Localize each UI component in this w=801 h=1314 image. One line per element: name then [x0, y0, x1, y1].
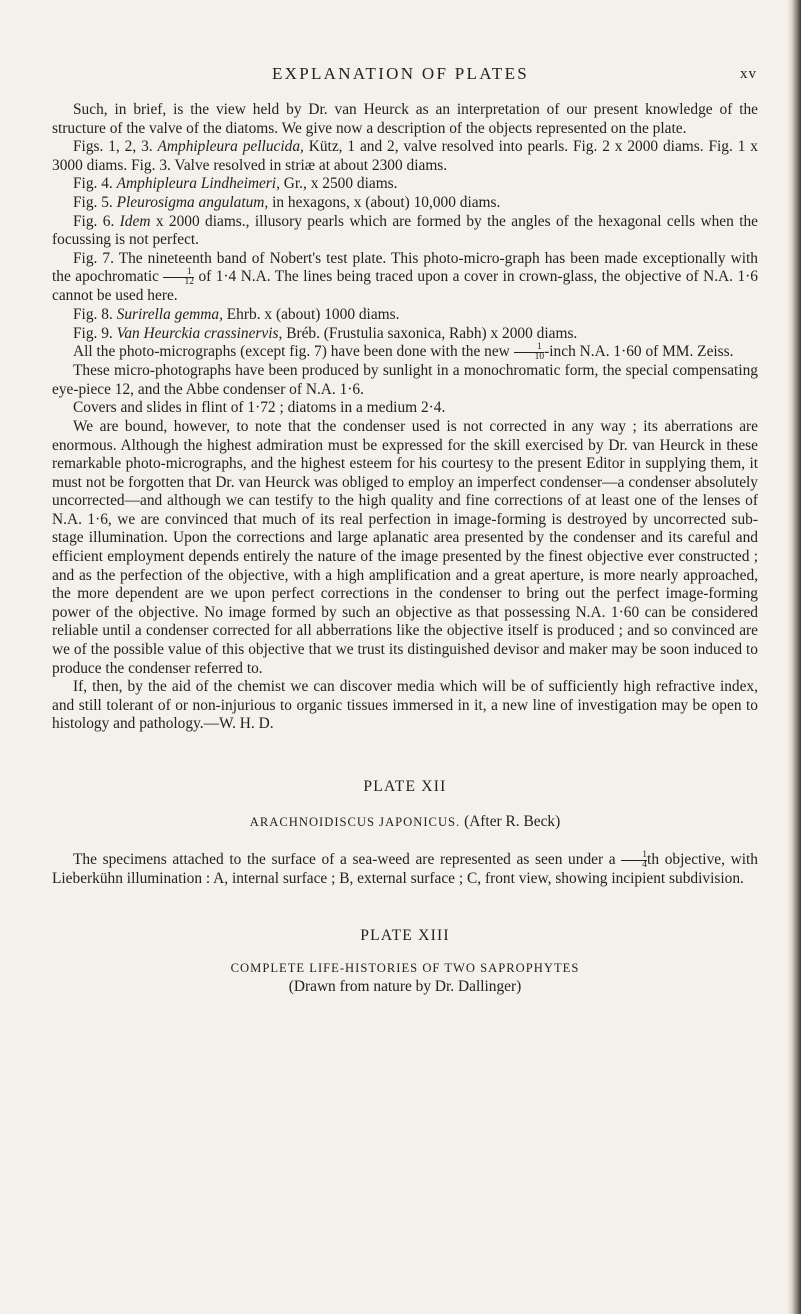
species-name: Amphipleura Lindheimeri,: [116, 175, 280, 193]
paragraph: Such, in brief, is the view held by Dr. van Heurck as an interpretation of our present knowledge of the structure of the valve of the diatoms. We give now a description of the objects represented on the plate.: [52, 101, 758, 137]
paragraph: Fig. 9. Van Heurckia crassinervis, Bréb. (Frustulia saxonica, Rabh) x 2000 diams.: [73, 324, 578, 342]
species-name: Idem: [119, 212, 151, 230]
plate-xiii-subtitle: COMPLETE LIFE-HISTORIES OF TWO SAPROPHYTES: [230, 961, 580, 976]
plate-xii-subtitle: ARACHNOIDISCUS JAPONICUS. (After R. Beck): [249, 812, 561, 830]
paragraph: Fig. 6. Idem x 2000 diams., illusory pearls which are formed by the angles of the hexagonal cells when the focussing is not perfect.: [52, 212, 758, 249]
species-name: Surirella gemma,: [116, 305, 223, 323]
paragraph: All the photo-micrographs (except fig. 7) have been done with the new $\frac{1}{10}$ -inch N.A. 1·60 of MM. Zeiss.: [73, 342, 734, 363]
species-name: Pleurosigma angulatum,: [116, 193, 269, 211]
paragraph: These micro-photographs have been produced by sunlight in a monochromatic form, the special compensating eye-piece 12, and the Abbe condenser of N.A. 1·6.: [52, 362, 758, 398]
plate-xii-description: The specimens attached to the surface of a sea-weed are represented as seen under a $\frac{1}{4}$ th objective, with Lieberkühn illumination : A, internal surface ; B, external surface ; C, front view, showing incipient subdivision.: [52, 850, 758, 888]
running-head: EXPLANATION OF PLATES: [271, 64, 530, 83]
fraction: $\frac{1}{4}$: [621, 851, 647, 870]
plate-xiii-credit: (Drawn from nature by Dr. Dallinger): [288, 977, 522, 995]
paragraph: Fig. 4. Amphipleura Lindheimeri, Gr., x 2500 diams.: [73, 175, 398, 193]
page-header: [0, 64, 801, 88]
paragraph: Fig. 5. Pleurosigma angulatum, in hexagons, x (about) 10,000 diams.: [73, 193, 501, 211]
paragraph: Fig. 8. Surirella gemma, Ehrb. x (about) 1000 diams.: [73, 305, 400, 323]
plate-xii-title: PLATE XII: [363, 778, 447, 795]
paragraph: Covers and slides in flint of 1·72 ; diatoms in a medium 2·4.: [73, 399, 446, 417]
fraction: $\frac{1}{10}$: [514, 343, 545, 362]
page-number: xv: [740, 66, 757, 82]
paragraph: We are bound, however, to note that the condenser used is not corrected in any way ; its aberrations are enormous. Although the highest admiration must be expressed for the skill exercised by Dr. van Heurck in these remarkable photo-micrographs, and the highest esteem for his courtesy to the present Editor in supplying them, it must not be forgotten that Dr. van Heurck was obliged to employ an imperfect condenser—a condenser absolutely uncorrected—and although we can testify to the high quality and fine corrections of at least one of the lenses of N.A. 1·6, we are convinced that much of its real perfection in image-forming is destroyed by uncorrected sub-stage illumination. Upon the corrections and large aplanatic area presented by the condenser and its careful and efficient employment depends entirely the nature of the image presented by the finest objective ever constructed ; and as the perfection of the objective, with a high amplification and a great aperture, is more nearly approached, the more dependent are we upon perfect corrections in the condenser to bring out the perfect image-forming power of the objective. No image formed by such an objective as that possessing N.A. 1·60 can be considered reliable until a condenser corrected for all abberrations like the objective itself is produced ; and so convinced are we of the possible value of this objective that we trust its distinguished devisor and maker may be soon induced to produce the condenser referred to.: [52, 417, 758, 677]
fraction: $\frac{1}{12}$: [163, 268, 194, 287]
paragraph: Figs. 1, 2, 3. Amphipleura pellucida, Kütz, 1 and 2, valve resolved into pearls. Fig. 2 x 2000 diams. Fig. 1 x 3000 diams. Fig. 3. Valve resolved in striæ at about 2300 diams.: [52, 138, 758, 174]
species-name: Amphipleura pellucida,: [157, 138, 304, 156]
page-binding-shadow: [787, 0, 801, 1314]
paragraph: Fig. 7. The nineteenth band of Nobert's test plate. This photo-micro-graph has been made exceptionally with the apochromatic $\frac{1}{12}$ of 1·4 N.A. The lines being traced upon a cover in crown-glass, the objective of N.A. 1·6 cannot be used here.: [52, 249, 758, 305]
page-body: [52, 101, 758, 997]
plate-xiii-title: PLATE XIII: [360, 926, 450, 944]
paragraph: If, then, by the aid of the chemist we can discover media which will be of sufficiently high refractive index, and still tolerant of or non-injurious to organic tissues immersed in it, a new line of investigation may be open to histology and pathology.—W. H. D.: [52, 678, 758, 733]
species-name: Van Heurckia crassinervis,: [116, 324, 283, 342]
